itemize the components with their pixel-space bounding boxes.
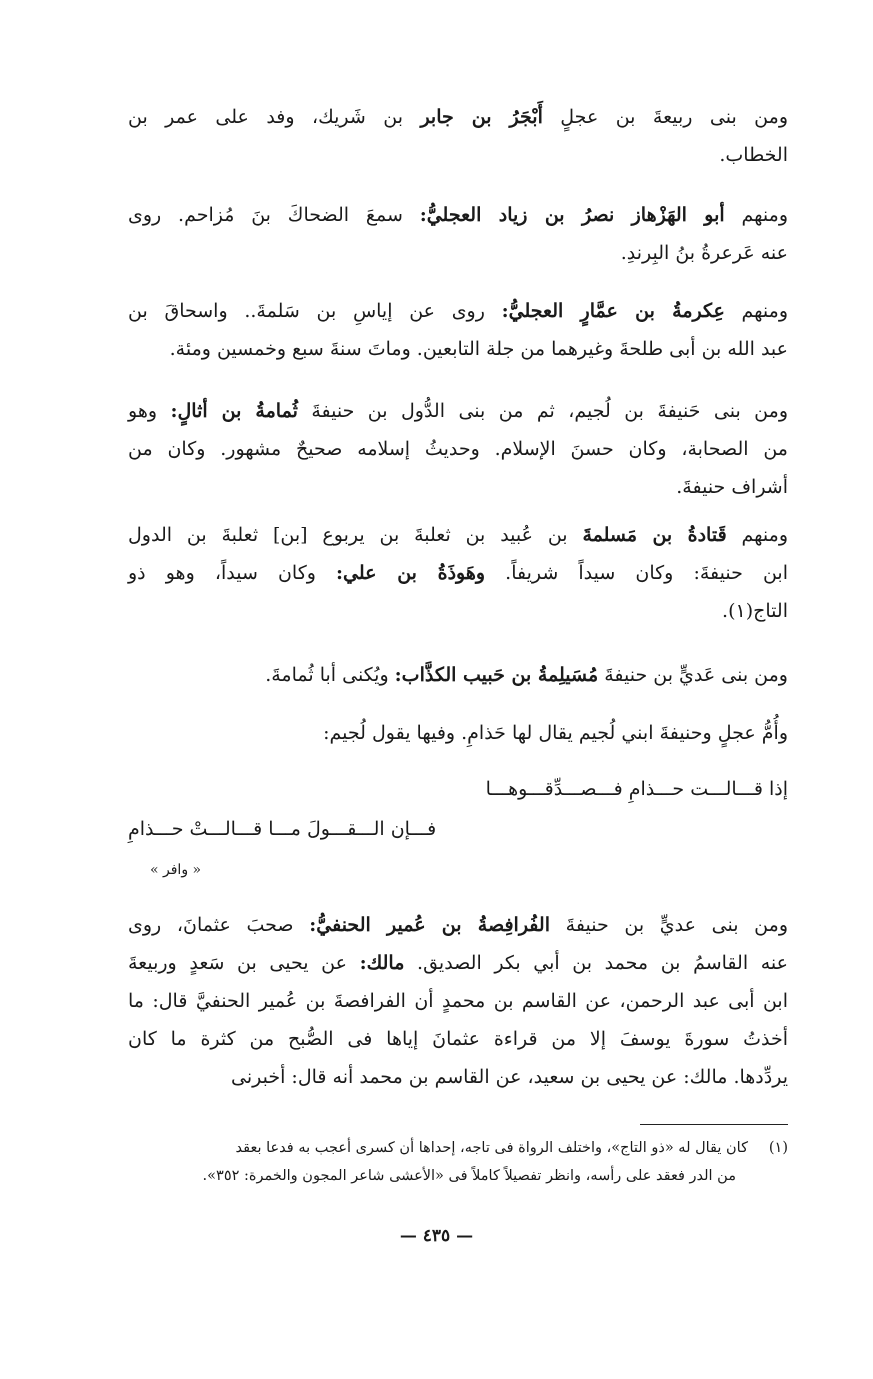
bold-name: أَبْجَرُ بن جابر — [420, 106, 543, 128]
text-line — [128, 516, 788, 554]
paragraph-furafisa — [128, 906, 788, 1096]
text-run: وهو — [128, 400, 171, 422]
paragraph-musaylima — [128, 656, 788, 694]
paragraph-hadham — [128, 714, 788, 752]
text-line — [128, 944, 788, 982]
text-run: الخطاب. — [719, 144, 788, 166]
text-line — [128, 234, 788, 272]
text-line — [128, 982, 788, 1020]
text-line — [128, 330, 788, 368]
text-line — [128, 554, 788, 592]
text-run: وأُمُّ عجلٍ وحنيفةَ ابني لُجيم يقال لها حَذامِ. وفيها يقول لُجيم: — [323, 722, 788, 744]
text-run: ويُكنى أبا ثُمامةَ. — [265, 664, 395, 686]
paragraph-qatada — [128, 516, 788, 630]
text-run: سمعَ الضحاكَ بنَ مُزاحم. روى — [128, 204, 420, 226]
text-line — [128, 292, 788, 330]
text-run: ومن بنى عديٍّ بن حنيفةَ — [550, 914, 788, 936]
bold-name: أبو الهَزْهاز نصرُ بن زياد العجليُّ: — [419, 204, 725, 226]
bold-name: قَتادةُ بن مَسلمةَ — [582, 524, 727, 546]
text-line — [128, 592, 788, 630]
footnote-line-2: من الدر فعقد على رأسه، وانظر تفصيلاً كاملاً فى «الأعشى شاعر المجون والخمرة: ٣٥٢». — [202, 1168, 736, 1184]
bold-name: مالك: — [359, 952, 405, 974]
text-line — [128, 430, 788, 468]
text-run: ومن بنى حَنيفةَ بن لُجيم، ثم من بنى الدُّول بن حنيفةَ — [297, 400, 788, 422]
text-line — [128, 906, 788, 944]
text-run: ابن حنيفةَ: وكان سيداً شريفاً. — [485, 562, 788, 584]
text-line — [128, 1058, 788, 1096]
text-run: يردِّدها. مالك: عن يحيى بن سعيد، عن القاسم بن محمد أنه قال: أخبرنى — [231, 1066, 788, 1088]
verse-meter: « وافر » — [150, 862, 202, 878]
bold-name: ثُمامةُ بن أثالٍ: — [170, 400, 298, 422]
text-line — [128, 136, 788, 174]
bold-name: عِكرمةُ بن عمَّارٍ العجليُّ: — [501, 300, 725, 322]
text-line — [128, 1020, 788, 1058]
text-run: بن عُبيد بن ثعلبةَ بن يربوع [بن] ثعلبةَ بن الدول — [128, 524, 583, 546]
footnote — [128, 1134, 788, 1190]
verse-line-2: فـــإن الـــقـــولَ مـــا قـــالـــتْ حـــذامِ — [128, 818, 437, 840]
text-run: ومن بنى ربيعةَ بن عجلٍ — [542, 106, 788, 128]
paragraph-abu-alhazhaz — [128, 196, 788, 272]
text-run: عبد الله بن أبى طلحةَ وغيرهما من جلة التابعين. وماتَ سنةَ سبع وخمسين ومئة. — [169, 338, 788, 360]
text-run: صحبَ عثمانَ، روى — [128, 914, 310, 936]
page-number: — ٤٣٥ — — [399, 1226, 474, 1246]
bold-name: الفُرافِصةُ بن عُمير الحنفيُّ: — [309, 914, 550, 936]
text-run: ومنهم — [724, 204, 788, 226]
text-run: التاج(١). — [722, 600, 788, 622]
text-line — [128, 656, 788, 694]
text-run: روى عن إياسِ بن سَلمةَ.. واسحاقَ بن — [128, 300, 502, 322]
text-run: عن يحيى بن سَعدٍ وربيعةَ — [128, 952, 360, 974]
footnote-text-1: كان يقال له «ذو التاج»، واختلف الرواة فى تاجه، إحداها أن كسرى أعجب به فدعا بعقد — [235, 1140, 748, 1156]
text-run: أشراف حنيفةَ. — [676, 476, 788, 498]
paragraph-ikrima — [128, 292, 788, 368]
text-run: ومن بنى عَديٍّ بن حنيفةَ — [598, 664, 788, 686]
text-run: عنه القاسمُ بن محمد بن أبي بكر الصديق. — [404, 952, 788, 974]
verse-line-1: إذا قـــالـــت حـــذامِ فـــصـــدِّقـــوهـــا — [485, 778, 788, 800]
text-run: ومنهم — [724, 300, 789, 322]
bold-name: وهَوذَةُ بن علي: — [336, 562, 486, 584]
footnote-line-1 — [128, 1134, 788, 1162]
text-line — [128, 714, 788, 752]
bold-name: مُسَيلِمةُ بن حَبيب الكذَّاب: — [394, 664, 599, 686]
text-run: وكان سيداً، وهو ذو — [128, 562, 337, 584]
text-run: بن شَريك، وفد على عمر بن — [128, 106, 421, 128]
text-run: عنه عَرعرةُ بنُ البِرندِ. — [620, 242, 788, 264]
text-line — [128, 392, 788, 430]
text-line — [128, 196, 788, 234]
paragraph-abjar — [128, 98, 788, 174]
footnote-marker: (١) — [768, 1140, 788, 1156]
text-run: ابن أبى عبد الرحمن، عن القاسم بن محمدٍ أن الفرافصةَ بن عُمير الحنفيَّ قال: ما — [128, 990, 788, 1012]
text-run: من الصحابة، وكان حسنَ الإسلام. وحديثُ إسلامه صحيحٌ مشهور. وكان من — [128, 438, 788, 460]
text-run: ومنهم — [726, 524, 788, 546]
paragraph-thumama — [128, 392, 788, 506]
text-line — [128, 98, 788, 136]
footnote-separator — [640, 1124, 788, 1125]
text-run: أخذتُ سورةَ يوسفَ إلا من قراءة عثمانَ إياها فى الصُّبح من كثرة ما كان — [128, 1028, 788, 1050]
text-line — [128, 468, 788, 506]
